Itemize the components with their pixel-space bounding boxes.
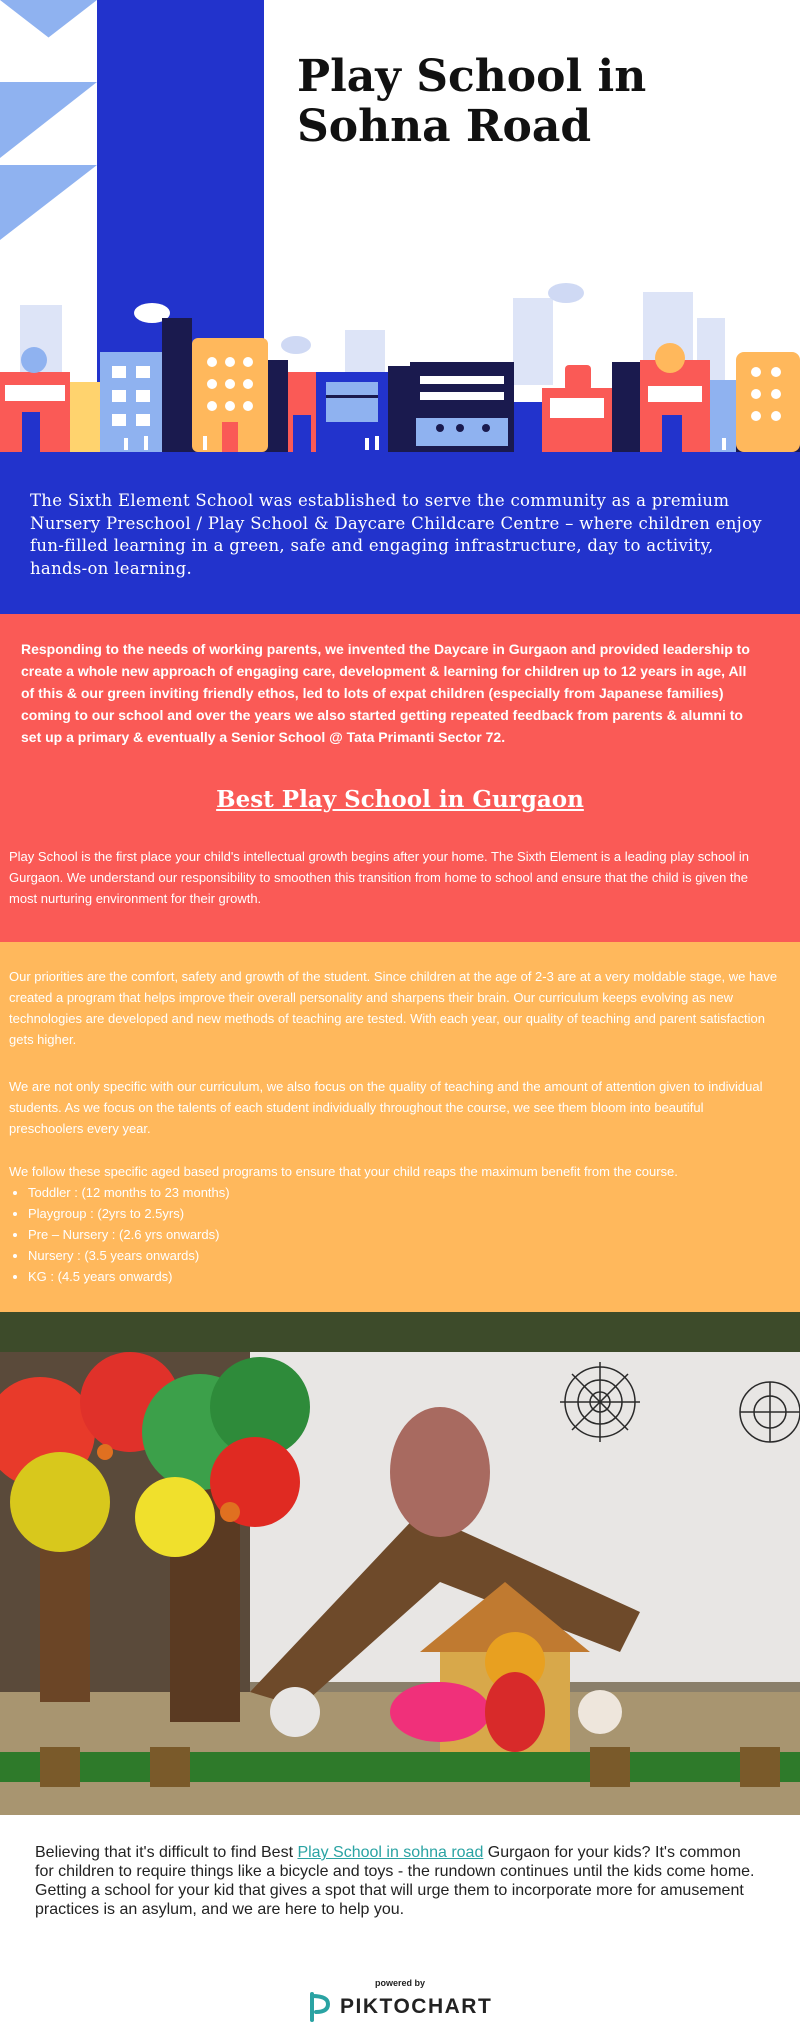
section-heading: Best Play School in Gurgaon [216, 786, 584, 813]
list-item: • KG : (4.5 years onwards) [28, 1266, 768, 1287]
list-item: • Pre – Nursery : (2.6 yrs onwards) [28, 1224, 768, 1245]
programs-section [0, 942, 800, 1312]
brand-name: PIKTOCHART [340, 1995, 493, 2018]
piktochart-icon [308, 1992, 334, 2022]
priorities-paragraph: Our priorities are the comfort, safety and growth of the student. Since children at the age of 2-3 are at a very moldable stage, we have created a program that helps improve their overall personality and sharpens their brain. Our curriculum keeps evolving as new technologies are developed and new methods of teaching are tested. With each year, our quality of teaching and parent satisfaction gets higher. [9, 969, 778, 1047]
play-school-paragraph: Play School is the first place your child's intellectual growth begins after your home. The Sixth Element is a leading play school in Gurgaon. We understand our responsibility to smoothen this transition from home to school and ensure that the child is given the most nurturing environment for their growth. [9, 849, 750, 906]
hero-banner [0, 0, 800, 452]
powered-by-label: powered by [374, 1978, 425, 1988]
daycare-section [0, 614, 800, 942]
intro-section [0, 452, 800, 614]
craft-display-image [0, 1312, 800, 1815]
list-item: • Nursery : (3.5 years onwards) [28, 1245, 768, 1266]
curriculum-paragraph: We are not only specific with our curriculum, we also focus on the quality of teaching and the amount of attention given to individual students. As we focus on the talents of each student individually throughout the course, we see them bloom into beautiful preschoolers every year. [9, 1079, 763, 1136]
closing-text-end: Gurgaon for your kids? It's common for children to require things like a bicycle and toys - the rundown continues until the kids come home. Getting a school for your kid that gives a spot that will urge them to incorporate more for amusement practices is an asylum, and we are here to help you. [35, 1844, 755, 1918]
programs-list [0, 1182, 768, 1287]
list-item: • Toddler : (12 months to 23 months) [28, 1182, 768, 1203]
daycare-intro-text: Responding to the needs of working parents, we invented the Daycare in Gurgaon and provided leadership to create a whole new approach of engaging care, development & learning for children up to 12 years in age, All of this & our green inviting friendly ethos, led to lots of expat children (especially from Japanese families) coming to our school and over the years we also started getting repeated feedback from parents & alumni to set up a primary & eventually a Senior School @ Tata Primanti Sector 72. [21, 641, 750, 745]
page-title: Play School in Sohna Road [297, 51, 647, 152]
play-school-sohna-road-link[interactable]: Play School in sohna road [297, 1844, 484, 1861]
piktochart-logo[interactable] [308, 1992, 492, 2022]
closing-text-start: Believing that it's difficult to find Best [35, 1844, 298, 1861]
list-item: • Playgroup : (2yrs to 2.5yrs) [28, 1203, 768, 1224]
programs-intro: We follow these specific aged based programs to ensure that your child reaps the maximum benefit from the course. [9, 1164, 678, 1179]
closing-paragraph [35, 1843, 755, 1919]
craft-display-photo [0, 1312, 800, 1815]
intro-text: The Sixth Element School was established to serve the community as a premium Nursery Preschool / Play School & Daycare Childcare Centre – where children enjoy fun-filled learning in a green, safe and engaging infrastructure, day to activity, hands-on learning. [30, 491, 762, 578]
